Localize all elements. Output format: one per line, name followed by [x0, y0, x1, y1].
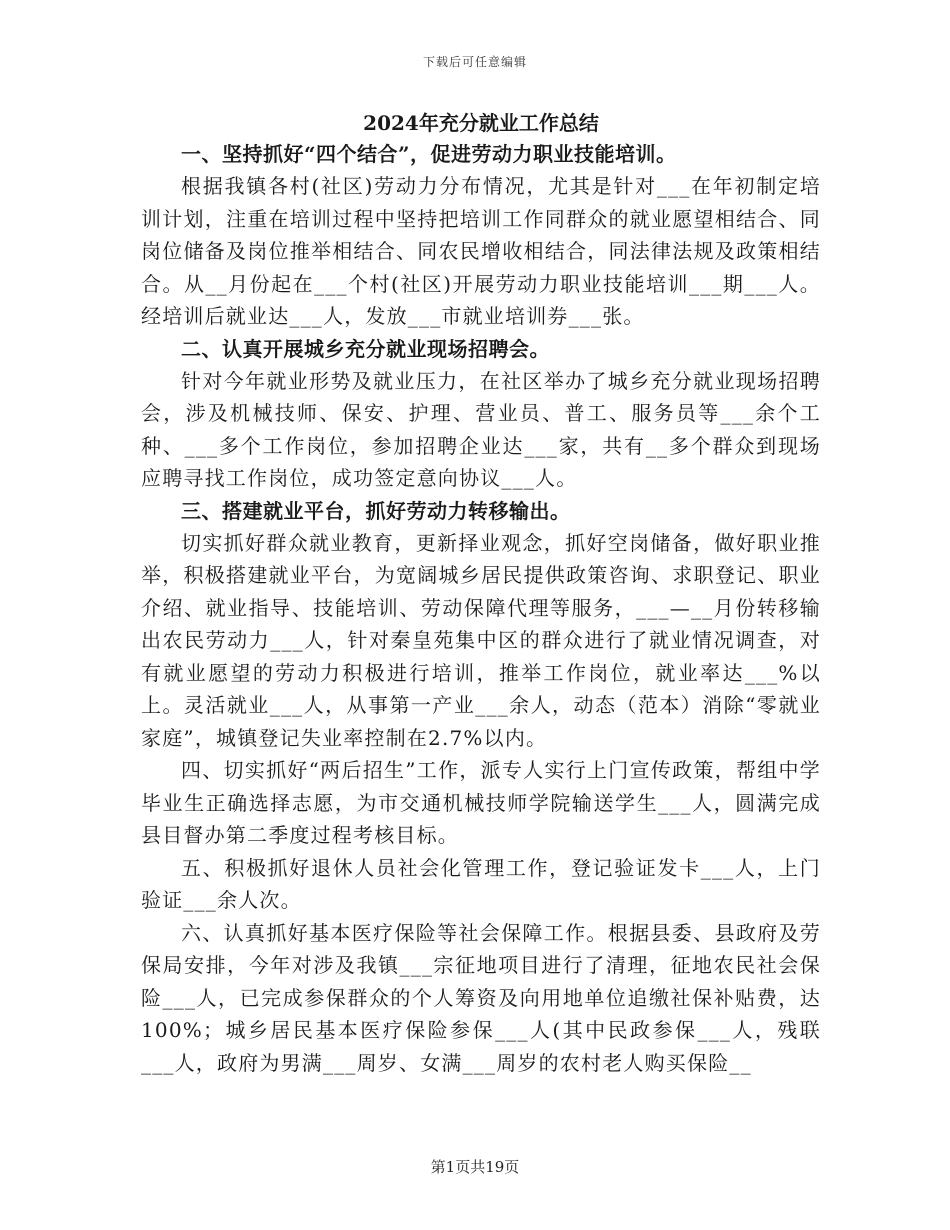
section-heading-1: 一、坚持抓好“四个结合”，促进劳动力职业技能培训。: [181, 142, 677, 166]
document-body: [141, 108, 821, 1079]
paragraph-4: 四、切实抓好“两后招生”工作，派专人实行上门宣传政策，帮组中学毕业生正确选择志愿，为市交通机械技师学院输送学生___人，圆满完成县目督办第二季度过程考核目标。: [141, 758, 821, 847]
paragraph-6: 六、认真抓好基本医疗保险等社会保障工作。根据县委、县政府及劳保局安排，今年对涉及我镇___宗征地项目进行了清理，征地农民社会保险___人，已完成参保群众的个人筹资及向用地单位追缴社保补贴费，达100%；城乡居民基本医疗保险参保___人(其中民政参保___人，残联___人，政府为男满___周岁、女满___周岁的农村老人购买保险__: [141, 920, 821, 1075]
paragraph-3: 切实抓好群众就业教育，更新择业观念，抓好空岗储备，做好职业推举，积极搭建就业平台，为宽阔城乡居民提供政策咨询、求职登记、职业介绍、就业指导、技能培训、劳动保障代理等服务，___—__月份转移输出农民劳动力___人，针对秦皇苑集中区的群众进行了就业情况调查，对有就业愿望的劳动力积极进行培训，推举工作岗位，就业率达___%以上。灵活就业___人，从事第一产业___余人，动态（范本）消除“零就业家庭”，城镇登记失业率控制在2.7%以内。: [141, 530, 821, 750]
section-heading-3: 三、搭建就业平台，抓好劳动力转移输出。: [181, 498, 571, 523]
section-heading-2: 二、认真开展城乡充分就业现场招聘会。: [181, 336, 550, 361]
document-title: 2024年充分就业工作总结: [363, 111, 599, 135]
paragraph-1: 根据我镇各村(社区)劳动力分布情况，尤其是针对___在年初制定培训计划，注重在培训过程中坚持把培训工作同群众的就业愿望相结合、同岗位储备及岗位推举相结合、同农民增收相结合，同法律法规及政策相结合。从__月份起在___个村(社区)开展劳动力职业技能培训___期___人。经培训后就业达___人，发放___市就业培训券___张。: [141, 174, 821, 328]
page-number-footer: 第1页共19页: [430, 1158, 520, 1176]
paragraph-2: 针对今年就业形势及就业压力，在社区举办了城乡充分就业现场招聘会，涉及机械技师、保安、护理、营业员、普工、服务员等___余个工种、___多个工作岗位，参加招聘企业达___家，共有__多个群众到现场应聘寻找工作岗位，成功签定意向协议___人。: [141, 368, 821, 490]
paragraph-5: 五、积极抓好退休人员社会化管理工作，登记验证发卡___人，上门验证___余人次。: [141, 855, 821, 912]
header-note: 下载后可任意编辑: [422, 55, 527, 69]
